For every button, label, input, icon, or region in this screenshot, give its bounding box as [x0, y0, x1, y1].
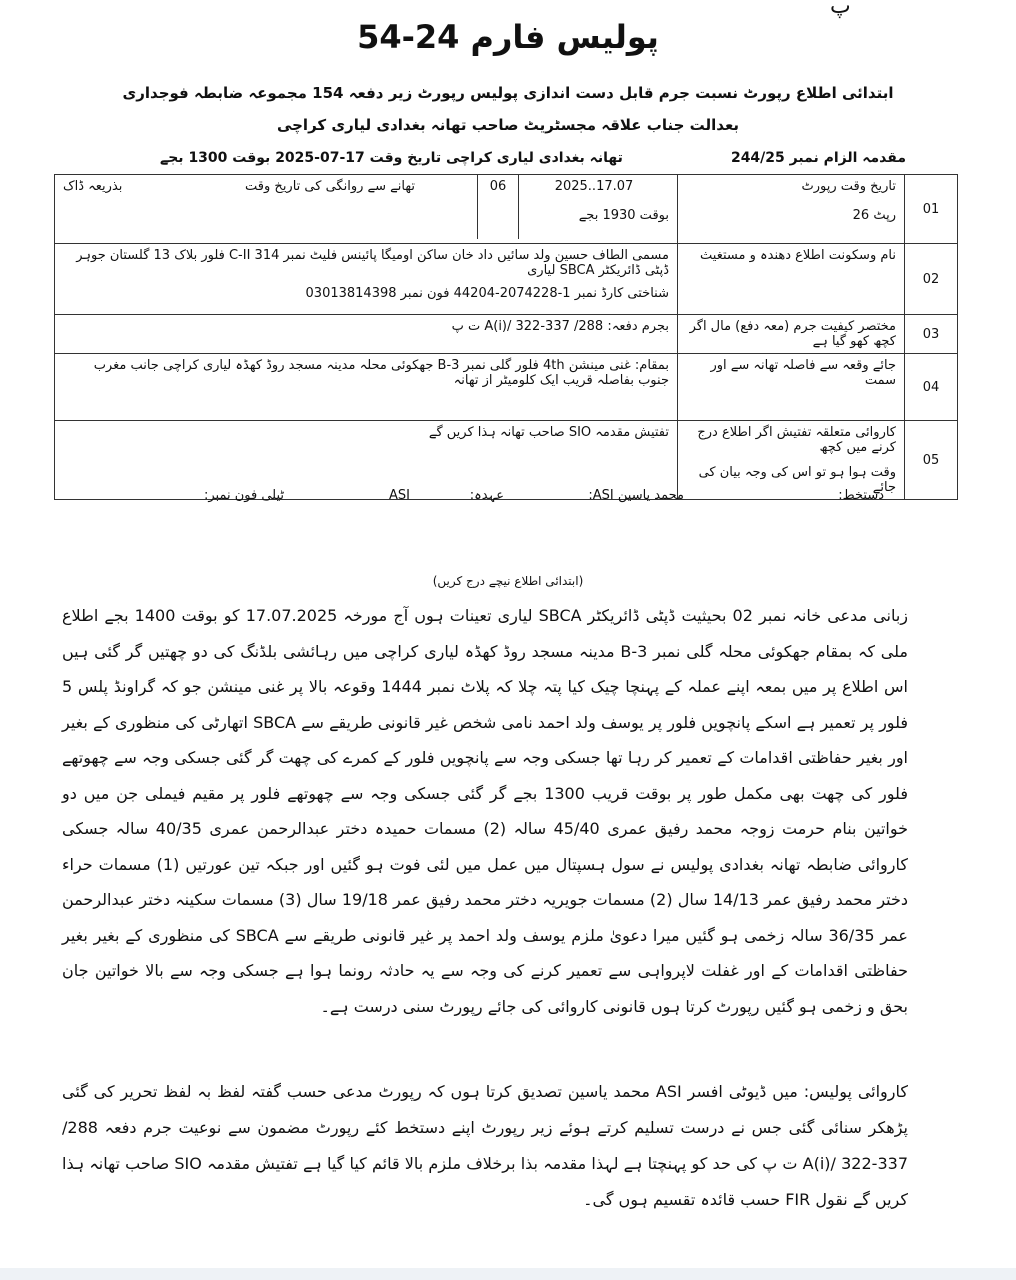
offence-sections: بجرم دفعہ: 288/ 337-A(i)/ 322 ت پ [55, 315, 678, 354]
report-date: 17.07..2025 [554, 179, 634, 194]
row-number: 02 [905, 244, 958, 315]
officer-rank: ASI [389, 488, 410, 503]
report-datetime-value [55, 175, 678, 244]
investigation-label-line1: کاروائی متعلقہ تفتیش اگر اطلاع درج کرنے میں کچھ [697, 425, 896, 455]
report-caption: (ابتدائی اطلاع نیچے درج کریں) [432, 574, 584, 588]
phone-label: ٹیلی فون نمبر: [203, 488, 284, 503]
officer-name: محمد یاسین ASI: [588, 488, 684, 503]
complainant-value [55, 244, 678, 315]
investigation-label-line2: وقت ہوا ہو تو اس کی وجہ بیان کی جائے [698, 465, 896, 495]
row-number: 01 [905, 175, 958, 244]
departure-label: تھانے سے روانگی کی تاریخ وقت [245, 179, 415, 194]
table-row [55, 175, 958, 244]
row-number: 05 [905, 421, 958, 500]
rapat-number: رپٹ 26 [852, 208, 896, 223]
table-row [55, 244, 958, 315]
departure-code: 06 [477, 175, 519, 239]
offence-label: مختصر کیفیت جرم (معہ دفع) مال اگر کچھ کھو گیا ہے [678, 315, 905, 354]
form-subtitle: ابتدائی اطلاع رپورٹ نسبت جرم قابل دست اندازی پولیس رپورٹ زیر دفعہ 154 مجموعہ ضابطہ فوجداری [122, 84, 894, 102]
table-row [55, 315, 958, 354]
police-action-text: کاروائی پولیس: میں ڈیوٹی افسر ASI محمد یاسین تصدیق کرتا ہوں کہ رپورٹ مدعی حسب گفتہ لفظ بہ لفظ تحریر کی گئی پڑھکر سنائی گئی جس نے درست تسلیم کرتے ہوئے زیر رپورٹ اپنے دستخط کئے رپورٹ مضمون سے نوعیت جرم دفعہ 288/ 337-A(i)/ 322 ت پ کی حد کو پہنچتا ہے لہذا مقدمہ بذا برخلاف ملزم بالا قائم کیا گیا ہے تفتیش مقدمہ SIO صاحب تھانہ ہذا کریں گے نقول FIR حسب قائدہ تقسیم ہوں گی۔ [62, 1082, 908, 1209]
report-datetime-label: تاریخ وقت رپورٹ [801, 179, 896, 194]
row-label [678, 175, 905, 244]
report-time: بوقت 1930 بجے [578, 208, 669, 223]
dispatch-mode: بذریعہ ڈاک [63, 179, 123, 194]
fir-details-table [54, 174, 958, 500]
row-number: 03 [905, 315, 958, 354]
complainant-address: مسمی الطاف حسین ولد سائیں داد خان ساکن اومیگا پائینس فلیٹ نمبر C-II 314 فلور بلاک 13 گلستان جوہر ڈپٹی ڈائریکٹر SBCA لیاری [76, 248, 669, 278]
footer-band [0, 1268, 1016, 1280]
table-row [55, 421, 958, 500]
court-line: بعدالت جناب علاقہ مجسٹریٹ صاحب تھانہ بغدادی لیاری کراچی [276, 116, 740, 134]
station-datetime: تھانہ بغدادی لیاری کراچی تاریخ وقت 17-07-2025 بوقت 1300 بجے [160, 150, 623, 166]
location-label: جائے وقعہ سے فاصلہ تھانہ سے اور سمت [678, 354, 905, 421]
report-body: زبانی مدعی خانہ نمبر 02 بحیثیت ڈپٹی ڈائریکٹر SBCA لیاری تعینات ہوں آج مورخہ 17.07.2025 کو بوقت 1400 بجے اطلاع ملی کہ بمقام جھکوئی محلہ گلی نمبر B-3 مدینہ مسجد روڈ کھڈہ لیاری کراچی میں رہائشی بلڈنگ کی دو چھتیں گر گئی ہیں اس اطلاع پر میں بمعہ اپنے عملہ کے پہنچا چیک کیا پتہ چلا کہ پلاٹ نمبر 1444 وقوعہ بالا پر غنی مینشن جو کہ گراونڈ پلس 5 فلور پر تعمیر ہے اسکے پانچویں فلور پر یوسف ولد احمد نامی شخص غیر قانونی طریقے سے SBCA اتھارٹی کی منظوری کے بغیر اور بغیر حفاظتی اقدامات کے تعمیر کر رہا تھا جسکی وجہ سے پانچویں فلور کے کمرے کی چھت گر گئی جسکی وجہ سے چھوتھے فلور کی چھت بھی مکمل طور پر بوقت قریب 1300 بجے گر گئی جسکی وجہ سے چھوتھے فلور پر مقیم فیملی جن میں دو خواتین بنام حرمت زوجہ محمد رفیق عمری 45/40 سالہ (2) مسمات حمیدہ دختر عبدالرحمن عمری 40/35 سالہ جسکی کاروائی ضابطہ تھانہ بغدادی پولیس نے سول ہسپتال میں عمل میں لئی فوت ہو گئیں اور جبکہ تین عورتیں (1) مسمات حراء دختر محمد رفیق عمر 14/13 سال (2) مسمات جویریہ دختر محمد رفیق عمر 19/18 سال (3) مسمات سکینہ دختر عبدالرحمن عمر 36/35 سالہ زخمی ہو گئیں میرا دعویٰ ملزم یوسف ولد احمد پر غیر قانونی طریقے سے SBCA کی منظوری کے بغیر بغیر حفاظتی اقدامات کے اور غفلت لاپرواہی سے تعمیر کرنے کی وجہ سے یہ حادثہ رونما ہوا ہے جسکی وجہ سے بالا خواتین جان بحق و زخمی ہو گئیں رپورٹ کرتا ہوں قانونی کاروائی کی جائے رپورٹ سنی درست ہے۔ [62, 606, 909, 1016]
signed-label: دستخط: [838, 488, 884, 503]
corner-mark: پ [830, 0, 851, 19]
complainant-label: نام وسکونت اطلاع دھندہ و مستغیث [678, 244, 905, 315]
table-row [55, 354, 958, 421]
incident-location: بمقام: غنی مینشن 4th فلور گلی نمبر B-3 جھکوئی محلہ مدینہ مسجد روڈ کھڈہ لیاری کراچی جانب مغرب جنوب بفاصلہ قریب ایک کلومیٹر از تھانہ [55, 354, 678, 421]
case-number: مقدمہ الزام نمبر 244/25 [730, 150, 906, 166]
complainant-cnic-phone: شناختی کارڈ نمبر 1-2074228-44204 فون نمبر 03013814398 [305, 286, 669, 301]
form-title: پولیس فارم 24-54 [357, 18, 659, 56]
rank-label: عہدہ: [469, 488, 504, 503]
investigation-value: تفتیش مقدمہ SIO صاحب تھانہ ہذا کریں گے [55, 421, 678, 500]
row-number: 04 [905, 354, 958, 421]
